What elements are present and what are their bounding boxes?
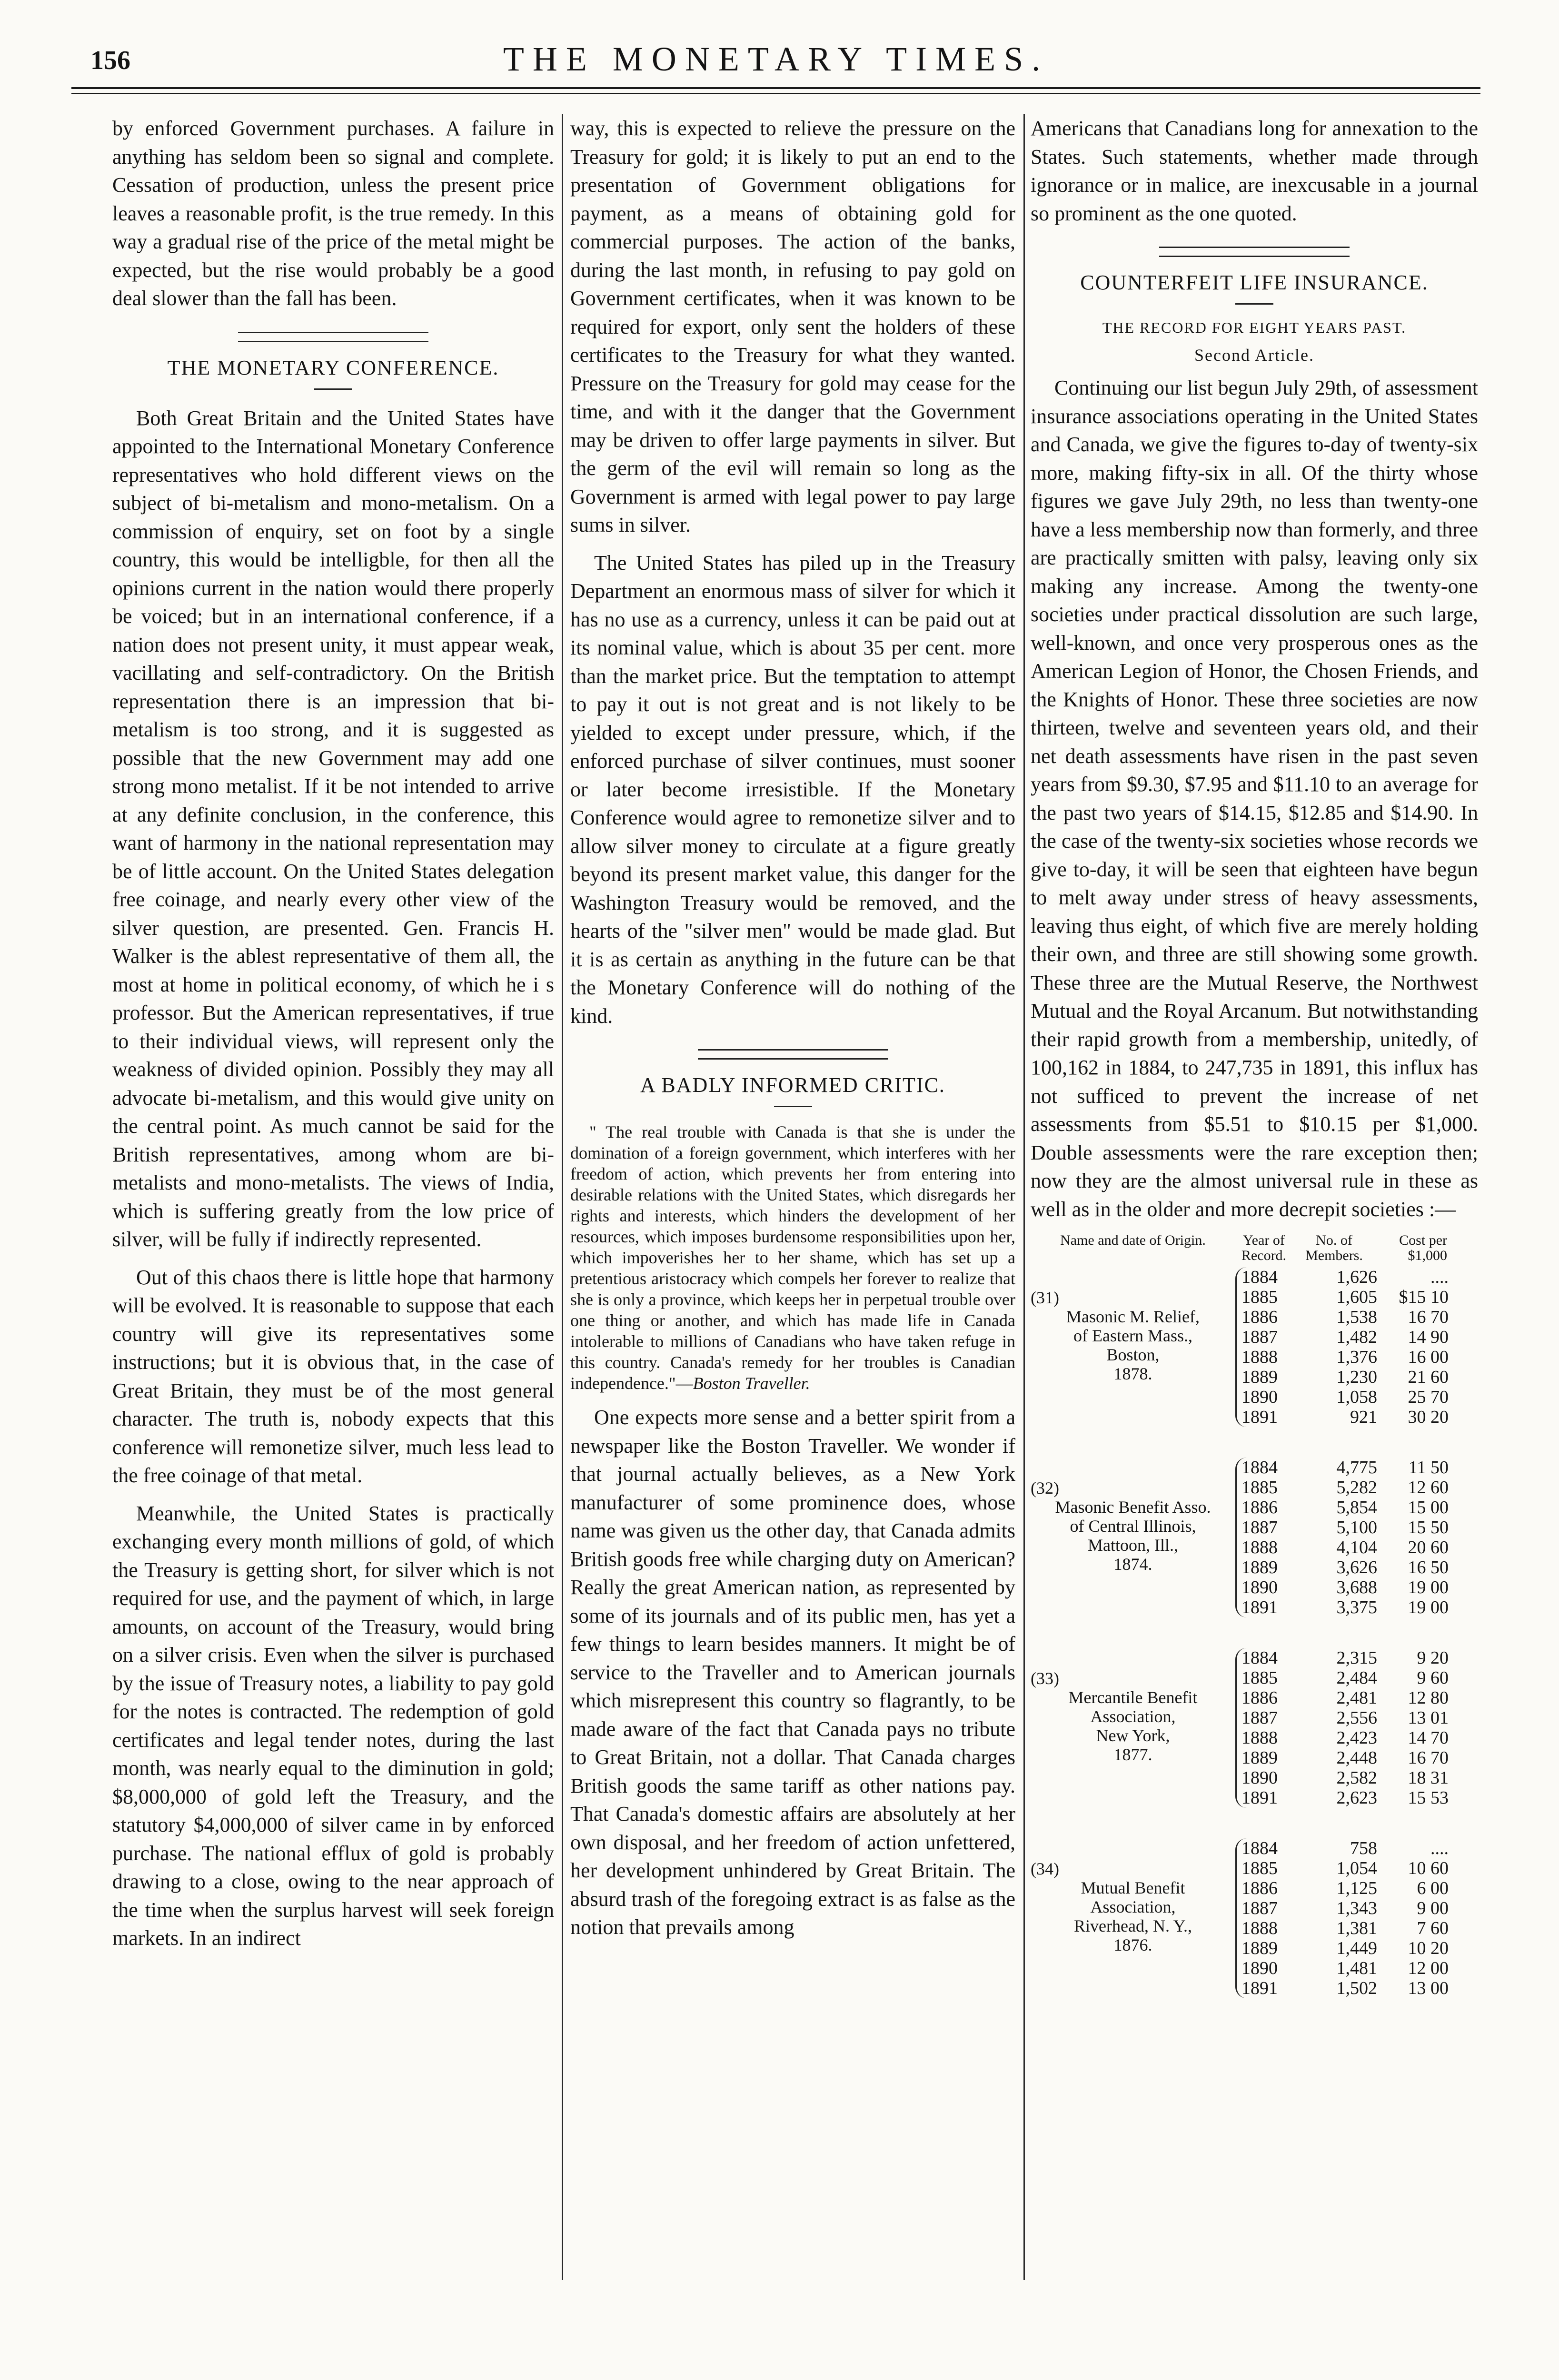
page-header: [71, 26, 1480, 98]
society-name-line: Riverhead, N. Y.,: [1074, 1916, 1192, 1935]
society-number: (33): [1031, 1669, 1059, 1688]
cost-cell: 19 00: [1408, 1577, 1449, 1597]
cost-cell: 15 00: [1408, 1497, 1449, 1517]
members-cell: 2,423: [1336, 1728, 1377, 1748]
members-cell: 1,054: [1336, 1858, 1377, 1878]
table-row: [1241, 1347, 1449, 1367]
society-name-line: 1876.: [1113, 1935, 1152, 1954]
society-name-line: Masonic M. Relief,: [1066, 1307, 1200, 1326]
column-left: [112, 114, 554, 2275]
society-table: [1031, 1267, 1478, 1998]
cost-cell: 12 60: [1408, 1478, 1449, 1497]
society-name: [1031, 1458, 1235, 1617]
year-cell: 1888: [1241, 1537, 1278, 1557]
society-number: (32): [1031, 1478, 1059, 1497]
header-rule: [71, 87, 1480, 89]
year-cell: 1886: [1241, 1688, 1278, 1708]
table-row: [1241, 1367, 1449, 1387]
society-name-line: of Central Illinois,: [1070, 1517, 1196, 1536]
cost-cell: $15 10: [1399, 1287, 1449, 1307]
members-cell: 3,626: [1336, 1557, 1377, 1577]
article-label: Second Article.: [1194, 346, 1314, 365]
members-cell: 3,375: [1336, 1597, 1377, 1617]
year-cell: 1884: [1241, 1458, 1278, 1478]
cost-cell: 14 90: [1408, 1327, 1449, 1347]
table-row: [1241, 1307, 1449, 1327]
cost-cell: 16 50: [1408, 1557, 1449, 1577]
society-number: (34): [1031, 1859, 1059, 1878]
members-cell: 5,100: [1336, 1517, 1377, 1537]
article-subheading: THE RECORD FOR EIGHT YEARS PAST.: [1102, 319, 1407, 336]
table-row: [1241, 1838, 1449, 1858]
year-cell: 1887: [1241, 1517, 1278, 1537]
year-cell: 1888: [1241, 1728, 1278, 1748]
society-name-line: 1878.: [1113, 1364, 1152, 1383]
society-number: (31): [1031, 1288, 1059, 1307]
members-cell: 5,282: [1336, 1478, 1377, 1497]
society-records: [1235, 1648, 1449, 1808]
year-cell: 1884: [1241, 1838, 1278, 1858]
cost-cell: 20 60: [1408, 1537, 1449, 1557]
members-cell: 2,582: [1336, 1768, 1377, 1788]
table-row: [1241, 1287, 1449, 1307]
paragraph: Meanwhile, the United States is practically exchanging every month millions of gold, of which the Treasury is getting short, for silver which is not required for use, and the payment of which, in large amounts, on account of the Treasury, would bring on a silver crisis. Even when the silver is purchased by the issue of Treasury notes, a liability to pay gold for the notes is contracted. The redemption of gold certificates and legal tender notes, during the last month, was nearly equal to the diminution in gold; $8,000,000 of gold left the Treasury, and the statutory $4,000,000 of silver came in by enforced purchase. The national efflux of gold is probably drawing to a close, owing to the near approach of the time when the surplus harvest will seek foreign markets. In an indirect: [112, 1501, 554, 1950]
quote-source: Boston Traveller.: [693, 1374, 810, 1393]
cost-cell: 19 00: [1408, 1597, 1449, 1617]
members-cell: 2,556: [1336, 1708, 1377, 1728]
society-name-line: Mattoon, Ill.,: [1088, 1536, 1178, 1555]
table-row: [1241, 1597, 1449, 1617]
paragraph: way, this is expected to relieve the pressure on the Treasury for gold; it is likely to put an end to the presentation of Government obligations for payment, as a means of obtaining gold for commercial purposes. The action of the banks, during the last month, in refusing to pay gold on Government certificates, when it was known to be required for export, only sent the holders of these certificates to the Treasury for what they wanted. Pressure on the Treasury for gold may cease for the time, and with it the danger that the Government may be driven to offer large payments in silver. But the germ of the evil will remain so long as the Government is armed with legal power to pay large sums in silver.: [570, 117, 1015, 536]
members-cell: 1,502: [1336, 1978, 1377, 1998]
table-row: [1241, 1978, 1449, 1998]
table-row: [1241, 1517, 1449, 1537]
header-members: No. of Members.: [1305, 1232, 1363, 1263]
header-name: Name and date of Origin.: [1060, 1232, 1206, 1248]
article-heading: COUNTERFEIT LIFE INSURANCE.: [1080, 271, 1429, 294]
table-row: [1241, 1688, 1449, 1708]
society-name: [1031, 1267, 1235, 1427]
members-cell: 1,343: [1336, 1898, 1377, 1918]
society-name: [1031, 1648, 1235, 1808]
cost-cell: ....: [1430, 1838, 1449, 1858]
members-cell: 1,125: [1336, 1878, 1377, 1898]
cost-cell: 12 00: [1408, 1958, 1449, 1978]
cost-cell: 16 00: [1408, 1347, 1449, 1367]
members-cell: 2,481: [1336, 1688, 1377, 1708]
column-divider: [1023, 114, 1025, 2280]
cost-cell: 14 70: [1408, 1728, 1449, 1748]
year-cell: 1891: [1241, 1407, 1278, 1427]
members-cell: 758: [1350, 1838, 1377, 1858]
year-cell: 1890: [1241, 1577, 1278, 1597]
members-cell: 1,376: [1336, 1347, 1377, 1367]
cost-cell: 10 60: [1408, 1858, 1449, 1878]
year-cell: 1886: [1241, 1878, 1278, 1898]
heading-rule: [1235, 303, 1273, 305]
year-cell: 1886: [1241, 1497, 1278, 1517]
society-entry: [1031, 1648, 1478, 1808]
members-cell: 2,448: [1336, 1748, 1377, 1768]
column-middle: [570, 114, 1015, 2275]
members-cell: 1,230: [1336, 1367, 1377, 1387]
paragraph: Continuing our list begun July 29th, of assessment insurance associations operating in the United States and Canada, we give the figures to-day of twenty-six more, making fifty-six in all. Of the thirty whose figures we gave July 29th, no less than twenty-one have a less membership now than formerly, and three are practically smitten with palsy, leaving only six making any increase. Among the twenty-one societies under practical dissolution are such large, well-known, and once very prosperous ones as the American Legion of Honor, the Chosen Friends, and the Knights of Honor. These three societies are now thirteen, twelve and seventeen years old, and their net death assessments have risen in the past seven years from $9.30, $7.95 and $11.10 to an average for the past two years of $14.15, $12.85 and $14.90. In the case of the twenty-six societies whose records we give to-day, it will be seen that eighteen have begun to melt away under stress of heavy assessments, leaving thus eight, of which five are merely holding their own, and three are still showing some growth. These three are the Mutual Reserve, the Northwest Mutual and the Royal Arcanum. But notwithstanding their rapid growth from a membership, unitedly, of 100,162 in 1884, to 247,735 in 1891, this influx has not sufficed to prevent the increase of net assessments from $5.51 to $10.15 per $1,000. Double assessments were the rare exception then; now they are the almost universal rule in these as well as in the older and more decrepit societies :—: [1031, 376, 1478, 1221]
year-cell: 1888: [1241, 1918, 1278, 1938]
quote-text: " The real trouble with Canada is that she is under the domination of a foreign government, which interferes with her freedom of action, which prevents her from entering into desirable relations with the United States, which disregards her rights and interests, which hinders the development of her resources, which imposes burdensome responsibilities upon her, which impoverishes her to her shame, which has set up a pretentious aristocracy which compels her forever to realize that she is only a province, which keeps her in perpetual trouble over one thing or another, and which has made life in Canada intolerable to millions of Canadians who have taken refuge in this country. Canada's remedy for her troubles is Canadian independence."—: [570, 1122, 1015, 1393]
table-row: [1241, 1668, 1449, 1688]
cost-cell: 13 00: [1408, 1978, 1449, 1998]
table-row: [1241, 1768, 1449, 1788]
table-row: [1241, 1557, 1449, 1577]
cost-cell: 7 60: [1417, 1918, 1449, 1938]
quoted-extract: [570, 1121, 1015, 1394]
table-row: [1241, 1938, 1449, 1958]
year-cell: 1889: [1241, 1748, 1278, 1768]
year-cell: 1887: [1241, 1327, 1278, 1347]
year-cell: 1890: [1241, 1958, 1278, 1978]
table-row: [1241, 1497, 1449, 1517]
society-name-line: Masonic Benefit Asso.: [1055, 1497, 1211, 1517]
table-row: [1241, 1327, 1449, 1347]
cost-cell: 15 50: [1408, 1517, 1449, 1537]
year-cell: 1891: [1241, 1597, 1278, 1617]
members-cell: 1,481: [1336, 1958, 1377, 1978]
cost-cell: 21 60: [1408, 1367, 1449, 1387]
year-cell: 1887: [1241, 1898, 1278, 1918]
cost-cell: 12 80: [1408, 1688, 1449, 1708]
paragraph: The United States has piled up in the Treasury Department an enormous mass of silver for which it has no use as a currency, unless it can be paid out at its nominal value, which is about 35 per cent. more than the market price. But the temptation to attempt to pay it out is not great and is not likely to be yielded to except under pressure, which, if the enforced purchase of silver continues, must sooner or later become irresistible. If the Monetary Conference would agree to remonetize silver and to allow silver money to circulate at a figure greatly beyond its present market value, this danger for the Washington Treasury would be removed, and the hearts of the "silver men" would be made glad. But it is as certain as anything in the future can be that the Monetary Conference will do nothing of the kind.: [570, 551, 1015, 1028]
members-cell: 1,605: [1336, 1287, 1377, 1307]
year-cell: 1884: [1241, 1267, 1278, 1287]
year-cell: 1887: [1241, 1708, 1278, 1728]
members-cell: 1,482: [1336, 1327, 1377, 1347]
cost-cell: 25 70: [1408, 1387, 1449, 1407]
society-entry: [1031, 1838, 1478, 1998]
paragraph: One expects more sense and a better spirit from a newspaper like the Boston Traveller. We wonder if that journal actually believes, as a New York manufacturer of some prominence does, whose name was given us the other day, that Canada admits British goods free while charging duty on American? Really the great American nation, as represented by some of its journals and of its public men, has yet a few things to learn besides manners. It might be of service to the Traveller and to American journals which misrepresent this country so flagrantly, to be made aware of the fact that Canada pays no tribute to Great Britain, not a dollar. That Canada charges British goods the same tariff as other nations pay. That Canada's domestic affairs are absolutely at her own disposal, and her freedom of action unfettered, her development unhindered by Great Britain. The absurd trash of the foregoing extract is as false as the notion that prevails among: [570, 1406, 1015, 1939]
society-name-line: New York,: [1096, 1726, 1170, 1745]
column-divider: [562, 114, 563, 2280]
table-row: [1241, 1748, 1449, 1768]
header-year: Year of Record.: [1241, 1232, 1287, 1263]
table-row: [1241, 1387, 1449, 1407]
table-row: [1241, 1537, 1449, 1557]
article-separator: [698, 1049, 888, 1060]
society-name: [1031, 1838, 1235, 1998]
society-records: [1235, 1267, 1449, 1427]
society-records: [1235, 1458, 1449, 1617]
members-cell: 4,104: [1336, 1537, 1377, 1557]
year-cell: 1885: [1241, 1668, 1278, 1688]
society-name-line: 1877.: [1113, 1745, 1152, 1764]
year-cell: 1891: [1241, 1978, 1278, 1998]
members-cell: 1,449: [1336, 1938, 1377, 1958]
year-cell: 1889: [1241, 1367, 1278, 1387]
society-name-line: of Eastern Mass.,: [1073, 1326, 1192, 1345]
table-row: [1241, 1458, 1449, 1478]
table-row: [1241, 1267, 1449, 1287]
table-row: [1241, 1478, 1449, 1497]
year-cell: 1890: [1241, 1387, 1278, 1407]
article-separator: [238, 332, 428, 342]
page-number: 156: [90, 46, 130, 75]
table-row: [1241, 1728, 1449, 1748]
society-name-line: Association,: [1090, 1897, 1176, 1916]
table-row: [1241, 1407, 1449, 1427]
table-header: [1031, 1233, 1478, 1263]
table-row: [1241, 1788, 1449, 1808]
members-cell: 1,626: [1336, 1267, 1377, 1287]
table-row: [1241, 1858, 1449, 1878]
heading-rule: [314, 388, 352, 390]
cost-cell: ....: [1430, 1267, 1449, 1287]
cost-cell: 16 70: [1408, 1307, 1449, 1327]
heading-rule: [774, 1106, 812, 1107]
society-name-line: 1874.: [1113, 1555, 1152, 1574]
header-rule: [71, 93, 1480, 94]
paragraph: Out of this chaos there is little hope that harmony will be evolved. It is reasonable to suppose that each country will give its representatives some instructions; but it is obvious that, in the case of Great Britain, they must be of the most general character. The truth is, nobody expects that this conference will remonetize silver, much less lead to the free coinage of that metal.: [112, 1265, 554, 1487]
table-row: [1241, 1878, 1449, 1898]
society-name-line: Mercantile Benefit: [1068, 1688, 1198, 1707]
year-cell: 1890: [1241, 1768, 1278, 1788]
cost-cell: 9 20: [1417, 1648, 1449, 1668]
table-row: [1241, 1918, 1449, 1938]
cost-cell: 11 50: [1408, 1458, 1449, 1478]
year-cell: 1885: [1241, 1287, 1278, 1307]
article-heading: THE MONETARY CONFERENCE.: [167, 356, 499, 379]
table-row: [1241, 1577, 1449, 1597]
society-entry: [1031, 1267, 1478, 1427]
year-cell: 1889: [1241, 1938, 1278, 1958]
table-row: [1241, 1708, 1449, 1728]
year-cell: 1888: [1241, 1347, 1278, 1367]
paragraph: Americans that Canadians long for annexation to the States. Such statements, whether made through ignorance or in malice, are inexcusable in a journal so prominent as the one quoted.: [1031, 117, 1478, 225]
table-row: [1241, 1958, 1449, 1978]
year-cell: 1885: [1241, 1858, 1278, 1878]
paragraph: by enforced Government purchases. A failure in anything has seldom been so signal and complete. Cessation of production, unless the present price leaves a reasonable profit, is the true remedy. In this way a gradual rise of the price of the metal might be expected, but the rise would probably be a good deal slower than the fall has been.: [112, 117, 554, 310]
article-heading: A BADLY INFORMED CRITIC.: [640, 1073, 945, 1097]
members-cell: 3,688: [1336, 1577, 1377, 1597]
header-cost: Cost per $1,000: [1399, 1232, 1447, 1263]
cost-cell: 9 00: [1417, 1898, 1449, 1918]
cost-cell: 6 00: [1417, 1878, 1449, 1898]
masthead-title: THE MONETARY TIMES.: [503, 40, 1049, 78]
cost-cell: 18 31: [1408, 1768, 1449, 1788]
members-cell: 1,538: [1336, 1307, 1377, 1327]
members-cell: 1,058: [1336, 1387, 1377, 1407]
members-cell: 921: [1350, 1407, 1377, 1427]
table-row: [1241, 1648, 1449, 1668]
cost-cell: 10 20: [1408, 1938, 1449, 1958]
members-cell: 2,623: [1336, 1788, 1377, 1808]
society-name-line: Mutual Benefit: [1081, 1878, 1185, 1897]
column-right: [1031, 114, 1478, 2275]
article-separator: [1159, 247, 1350, 257]
cost-cell: 30 20: [1408, 1407, 1449, 1427]
society-records: [1235, 1838, 1449, 1998]
members-cell: 1,381: [1336, 1918, 1377, 1938]
members-cell: 5,854: [1336, 1497, 1377, 1517]
cost-cell: 9 60: [1417, 1668, 1449, 1688]
year-cell: 1891: [1241, 1788, 1278, 1808]
society-entry: [1031, 1458, 1478, 1617]
cost-cell: 16 70: [1408, 1748, 1449, 1768]
cost-cell: 15 53: [1408, 1788, 1449, 1808]
members-cell: 4,775: [1336, 1458, 1377, 1478]
year-cell: 1889: [1241, 1557, 1278, 1577]
members-cell: 2,315: [1336, 1648, 1377, 1668]
table-row: [1241, 1898, 1449, 1918]
year-cell: 1884: [1241, 1648, 1278, 1668]
paragraph: Both Great Britain and the United States have appointed to the International Monetary Conference representatives who hold different views on the subject of bi-metalism and mono-metalism. On a commission of enquiry, set on foot by a single country, this would be intelligble, for then all the opinions current in the nation would there properly be voiced; but in an international conference, if a nation does not present unity, it must appear weak, vacillating and self-contradictory. On the British representation there is an impression that bi-metalism is too strong, and it is suggested as possible that the new Government may add one strong mono metalist. If it be not intended to arrive at any definite conclusion, in the conference, this want of harmony in the national representation may be of little account. On the United States delegation free coinage, and nearly every other view of the silver question, are presented. Gen. Francis H. Walker is the ablest representative of them all, the most at home in political economy, of which he i s professor. But the American representatives, if true to their individual views, will represent only the weakness of divided opinion. Possibly they may all advocate bi-metalism, and this would give unity on the central point. As much cannot be said for the British representatives, among whom are bi-metalists and mono-metalists. The views of India, which is suffering greatly from the low price of silver, will be fully if indirectly represented.: [112, 406, 554, 1251]
society-name-line: Association,: [1090, 1707, 1176, 1726]
cost-cell: 13 01: [1408, 1708, 1449, 1728]
year-cell: 1885: [1241, 1478, 1278, 1497]
society-name-line: Boston,: [1106, 1345, 1160, 1364]
year-cell: 1886: [1241, 1307, 1278, 1327]
members-cell: 2,484: [1336, 1668, 1377, 1688]
